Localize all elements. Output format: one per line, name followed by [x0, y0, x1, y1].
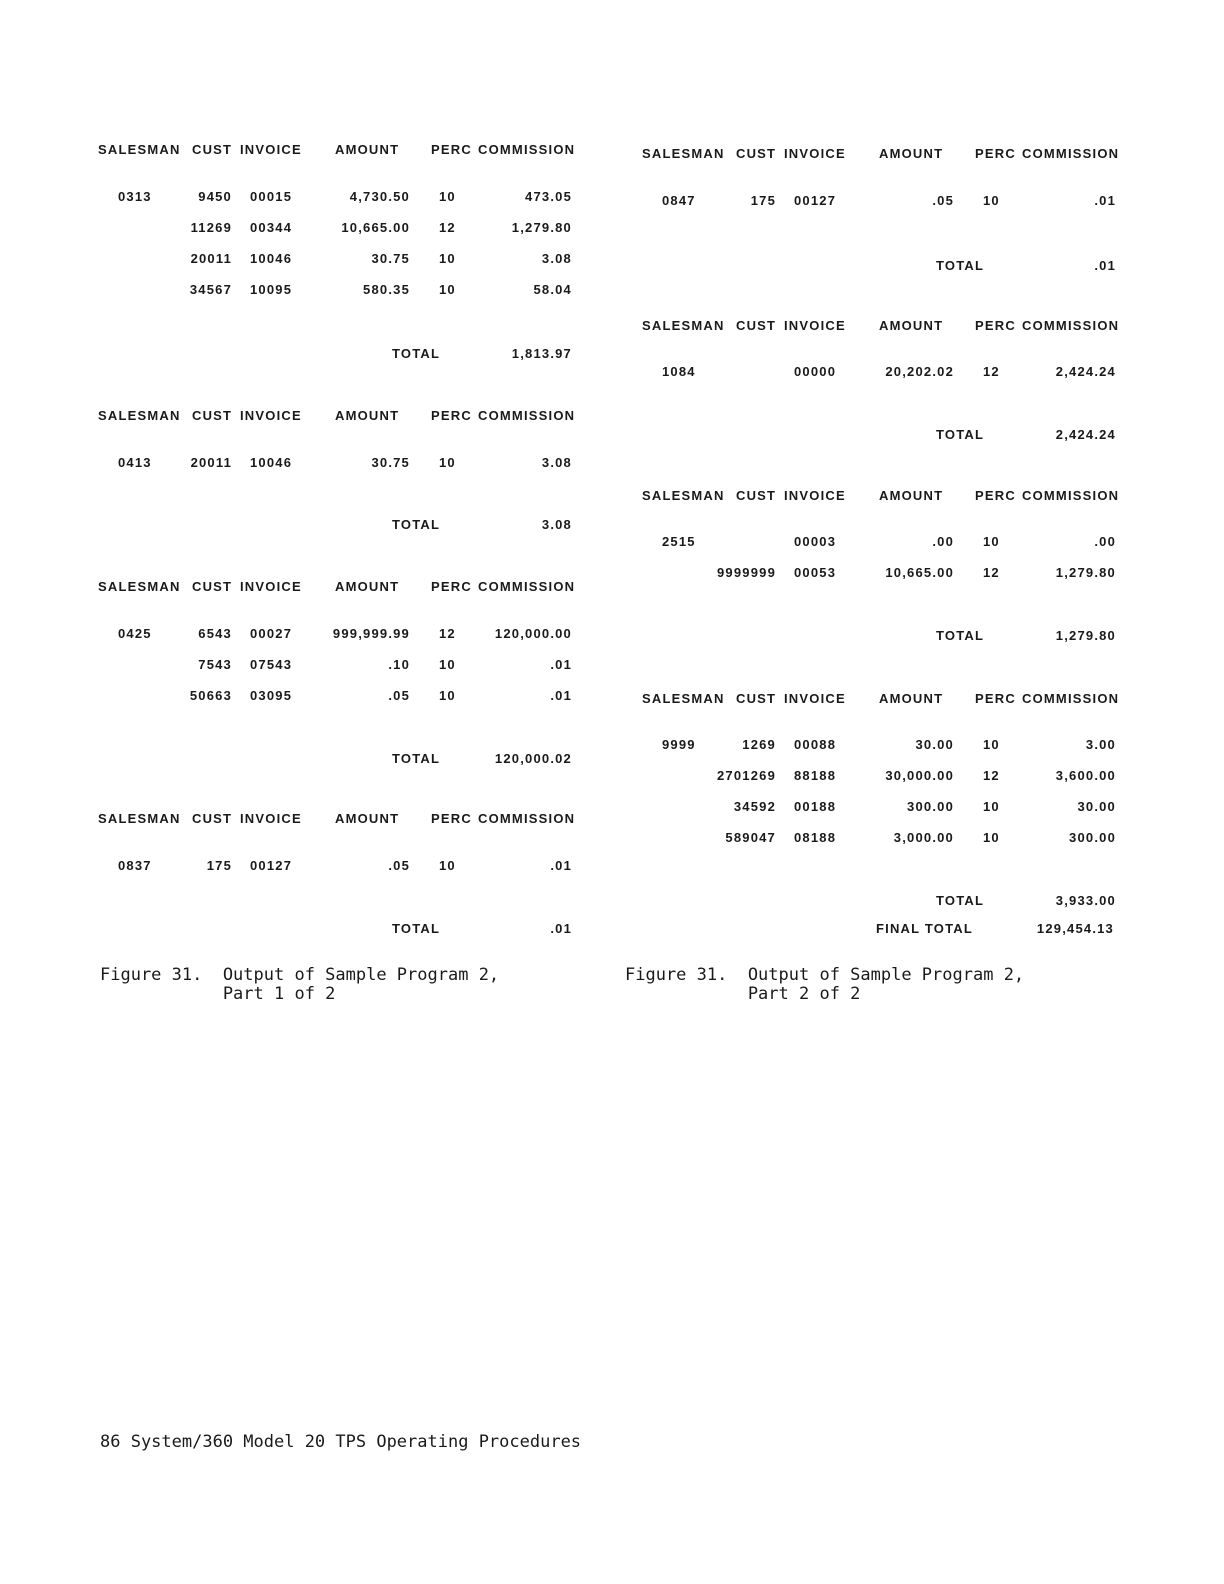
final-total-value: 129,454.13: [1036, 921, 1114, 936]
header-salesman: SALESMAN: [98, 142, 181, 157]
page-footer: 86 System/360 Model 20 TPS Operating Procedures: [100, 1432, 582, 1452]
header-commission: COMMISSION: [478, 142, 576, 157]
header-perc: PERC: [431, 142, 472, 157]
group-total: TOTAL .01: [392, 921, 572, 936]
group-total: TOTAL 2,424.24: [936, 427, 1116, 442]
group-total: TOTAL 1,279.80: [936, 628, 1116, 643]
group-total: TOTAL 120,000.02: [392, 751, 572, 766]
total-label: TOTAL: [392, 346, 441, 361]
final-total: [642, 921, 1122, 939]
group-total: TOTAL .01: [936, 258, 1116, 273]
printout-part-2: SALESMAN CUST INVOICE AMOUNT PERC COMMISSION 0847 175 00127 .05 10 .01 TOTAL .01 SALESMAN CUST INVOICE AMOUNT PERC COMMISSION 1084 00000 20,202.02 12 2,424.24 TOTAL 2,424.24 SALESMAN CUST INVOICE AMOUNT PERC COMMISSION 2515 00003 .00 10 .00 9999999 00053 10,665.00 12 1,279.80 TOTAL 1,279.80 SALESMAN CUST INVOICE AMOUNT PERC COMMISSION 9999 1269 00088 30.00 10 3.00 2701269 88188 30,000.00 12 3,600.00 34592 00188 300.00 10 30.00 589047 08188 3,000.00 10 300.00 TOTAL 3,933.00 FINAL TOTAL 129,454.13: [642, 146, 1122, 946]
header-amount: AMOUNT: [335, 142, 400, 157]
printout-part-1: SALESMAN CUST INVOICE AMOUNT PERC COMMISSION 0313 9450 00015 4,730.50 10 473.05 11269 00344 10,665.00 12 1,279.80 20011 10046 30.75 10 3.08 34567 10095 580.35 10 58.04 TOTAL 1,813.97 SALESMAN CUST INVOICE AMOUNT PERC COMMISSION 0413 20011 10046 30.75 10 3.08 TOTAL 3.08 SALESMAN CUST INVOICE AMOUNT PERC COMMISSION 0425 6543 00027 999,999.99 12 120,000.00 7543 07543 .10 10 .01 50663 03095 .05 10 .01 TOTAL 120,000.02 SALESMAN CUST INVOICE AMOUNT PERC COMMISSION 0837 175 00127 .05 10 .01 TOTAL .01: [98, 142, 578, 942]
total-value: 1,813.97: [511, 346, 572, 361]
group-total: TOTAL 3.08: [392, 517, 572, 532]
figure-caption-part-2: Figure 31. Output of Sample Program 2, Part 2 of 2: [625, 965, 1025, 1004]
header-invoice: INVOICE: [240, 142, 302, 157]
header-cust: CUST: [192, 142, 233, 157]
figure-caption-part-1: Figure 31. Output of Sample Program 2, Part 1 of 2: [100, 965, 500, 1004]
group-total: [98, 346, 578, 364]
group-total: TOTAL 3,933.00: [936, 893, 1116, 908]
final-total-label: FINAL TOTAL: [876, 921, 973, 936]
